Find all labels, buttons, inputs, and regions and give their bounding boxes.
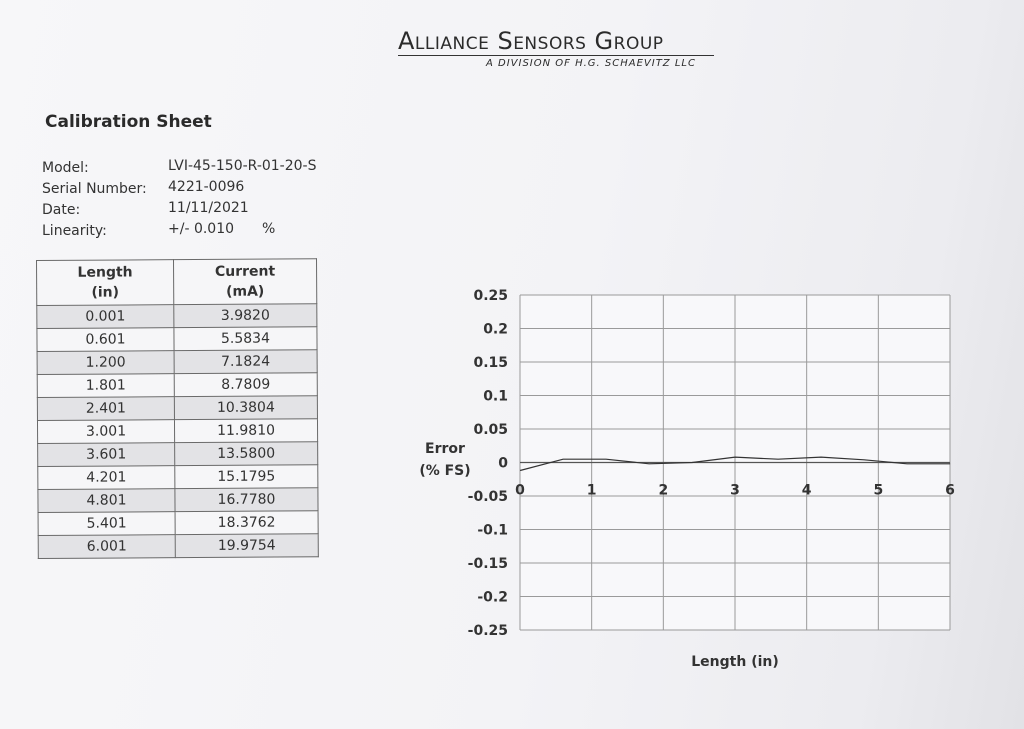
table-row [38,511,318,536]
cell-length: 5.401 [38,512,175,536]
logo-rule [398,55,714,56]
cell-length: 6.001 [38,535,175,559]
cell-current: 19.9754 [175,534,318,558]
sheet-title: Calibration Sheet [45,112,212,132]
cell-length: 3.601 [38,443,175,467]
cell-length: 3.001 [37,420,174,444]
cell-length: 1.801 [37,374,174,398]
cell-current: 16.7780 [175,488,318,512]
table-body [37,304,319,559]
x-tick-label: 3 [730,482,740,499]
x-tick-label: 2 [658,482,669,499]
table-row [37,327,317,352]
table-row [37,396,317,421]
y-tick-label: -0.2 [477,589,508,606]
date-label: Date: [42,202,81,218]
x-axis-label: Length (in) [691,654,779,670]
company-division: A DIVISION OF H.G. SCHAEVITZ LLC [486,58,696,69]
linearity-unit: % [262,221,276,237]
model-label: Model: [42,160,89,176]
header-length: Length (in) [37,260,174,306]
table-row [37,304,317,329]
cell-current: 11.9810 [174,419,317,443]
cell-length: 0.001 [37,305,174,329]
company-logo [398,26,718,69]
x-tick-label: 1 [586,482,597,499]
table-header-row [37,259,317,306]
y-tick-label: -0.25 [467,623,508,639]
company-name: Alliance Sensors Group [398,27,664,55]
cell-length: 0.601 [37,328,174,352]
table-row [37,419,317,444]
cell-current: 7.1824 [174,350,317,374]
y-axis-label: (% FS) [419,463,471,479]
cell-current: 18.3762 [175,511,318,535]
x-tick-label: 4 [801,482,812,499]
serial-value: 4221-0096 [168,179,245,195]
date-value: 11/11/2021 [168,200,249,216]
table-row [37,350,317,375]
cell-current: 8.7809 [174,373,317,397]
x-tick-label: 6 [945,482,955,499]
linearity-value: +/- 0.010 [168,221,235,237]
calibration-table [36,258,319,559]
y-tick-label: -0.05 [467,489,508,505]
table-row [38,442,318,467]
error-chart [410,280,970,680]
y-tick-label: 0.05 [473,422,508,438]
cell-length: 4.201 [38,466,175,490]
cell-length: 1.200 [37,351,174,375]
y-tick-label: 0.25 [473,288,508,304]
linearity-label: Linearity: [42,223,107,239]
y-tick-label: -0.1 [477,522,508,539]
y-axis-label: Error [425,441,465,457]
x-tick-label: 0 [515,482,525,499]
y-tick-label: 0.2 [483,321,508,338]
cell-length: 2.401 [37,397,174,421]
table-row [38,534,318,559]
cell-current: 15.1795 [175,465,318,489]
y-tick-label: -0.15 [467,556,508,572]
y-tick-label: 0.1 [483,388,508,405]
x-tick-label: 5 [873,482,884,499]
cell-current: 10.3804 [174,396,317,420]
y-tick-label: 0 [498,455,508,472]
table-row [38,488,318,513]
cell-current: 5.5834 [174,327,317,351]
table-row [37,373,317,398]
y-tick-label: 0.15 [473,355,508,371]
header-current: Current (mA) [174,259,317,305]
table-row [38,465,318,490]
cell-current: 13.5800 [175,442,318,466]
cell-length: 4.801 [38,489,175,513]
serial-label: Serial Number: [42,181,147,197]
cell-current: 3.9820 [174,304,317,328]
model-value: LVI-45-150-R-01-20-S [168,158,317,174]
